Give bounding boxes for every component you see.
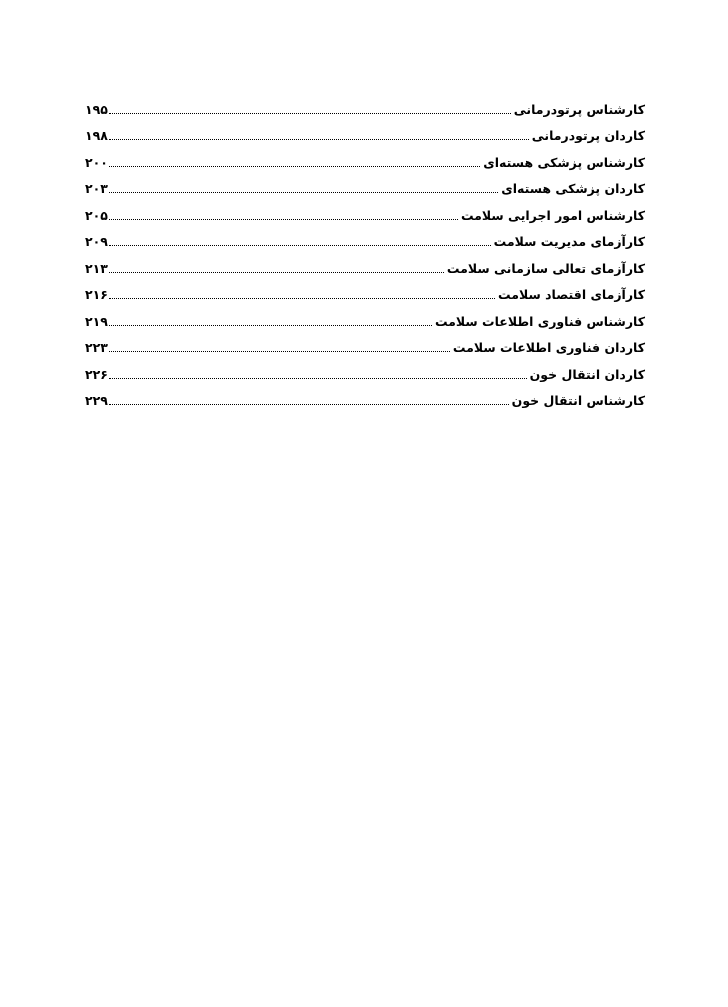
toc-entry-page: ۲۱۶ [85,287,108,303]
toc-entry [85,361,645,388]
toc-dot-leader [109,272,444,273]
toc-entry-page: ۲۲۳ [85,340,108,356]
toc-dot-leader [109,113,511,114]
toc-entry-page: ۲۰۳ [85,181,108,197]
toc-entry [85,123,645,150]
toc-dot-leader [109,378,527,379]
toc-entry [85,388,645,415]
toc-entry [85,255,645,282]
toc-entry-title: کاردان فناوری اطلاعات سلامت [452,340,645,356]
toc-entry-page: ۲۲۶ [85,366,108,382]
toc-dot-leader [109,298,495,299]
toc-dot-leader [109,192,498,193]
toc-dot-leader [109,139,529,140]
toc-entry-page: ۲۱۹ [85,313,108,329]
toc-entry-title: کارآزمای تعالی سازمانی سلامت [446,260,645,276]
table-of-contents [85,96,645,414]
toc-dot-leader [109,245,491,246]
toc-entry-page: ۲۰۹ [85,234,108,250]
toc-entry [85,282,645,309]
toc-entry [85,96,645,123]
toc-entry-title: کارآزمای اقتصاد سلامت [498,287,645,303]
toc-entry-page: ۲۱۳ [85,260,108,276]
toc-entry-page: ۲۲۹ [85,393,108,409]
toc-dot-leader [109,219,458,220]
toc-entry [85,176,645,203]
toc-entry-title: کارشناس انتقال خون [511,393,645,409]
toc-entry [85,202,645,229]
toc-entry-page: ۱۹۵ [85,101,108,117]
toc-entry [85,149,645,176]
toc-entry-title: کاردان پزشکی هسته‌ای [501,181,645,197]
toc-entry-page: ۱۹۸ [85,128,108,144]
toc-dot-leader [109,166,480,167]
toc-entry-title: کارشناس امور اجرایی سلامت [460,207,645,223]
toc-dot-leader [109,325,432,326]
toc-entry-page: ۲۰۵ [85,207,108,223]
toc-entry [85,229,645,256]
toc-entry-title: کارشناس فناوری اطلاعات سلامت [434,313,645,329]
toc-entry-title: کارشناس پرتودرمانی [513,101,645,117]
toc-entry-title: کاردان انتقال خون [529,366,645,382]
toc-entry-title: کاردان پرتودرمانی [531,128,645,144]
toc-entry-page: ۲۰۰ [85,154,108,170]
toc-entry [85,335,645,362]
toc-entry-title: کارآزمای مدیریت سلامت [493,234,645,250]
toc-entry-title: کارشناس پزشکی هسته‌ای [483,154,645,170]
toc-dot-leader [109,351,450,352]
toc-entry [85,308,645,335]
toc-dot-leader [109,404,509,405]
